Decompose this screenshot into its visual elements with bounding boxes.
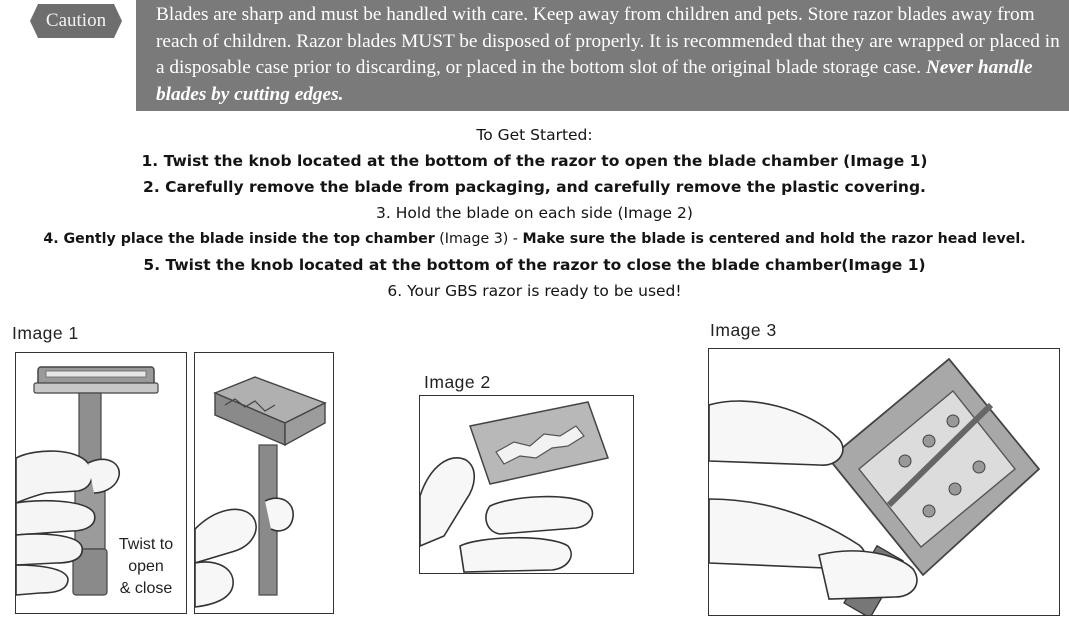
- step-4: [0, 226, 1069, 252]
- step-6: 6. Your GBS razor is ready to be used!: [387, 282, 682, 300]
- warning-emphasis: Never handle blades by cutting edges.: [156, 57, 1033, 105]
- image-1-label: Image 1: [12, 323, 79, 343]
- step-4-part-c: Make sure the blade is centered and hold the razor head level.: [522, 231, 1026, 247]
- instructions-heading: To Get Started:: [476, 126, 593, 144]
- twist-line-1: Twist to: [118, 536, 174, 553]
- image-1b-illustration: [194, 352, 334, 614]
- twist-line-2: open: [128, 558, 164, 575]
- caution-badge: [30, 4, 122, 38]
- image-2-illustration: [419, 395, 634, 574]
- image-2-label: Image 2: [424, 372, 491, 392]
- twist-instruction: [108, 534, 184, 600]
- warning-box: [136, 0, 1069, 111]
- twist-line-3: & close: [119, 580, 173, 597]
- instructions: [0, 122, 1069, 304]
- image-3-label: Image 3: [710, 320, 777, 340]
- step-4-part-a: 4. Gently place the blade inside the top chamber: [43, 231, 435, 247]
- razor-head-drawing: [195, 353, 333, 613]
- warning-body: Blades are sharp and must be handled with care. Keep away from children and pets. Store razor blades away from reach of children. Razor blades MUST be disposed of properly. It is recommended that they are wrapped or placed in a disposable case prior to discarding, or placed in the bottom slot of the original blade storage case.: [156, 4, 1060, 78]
- step-1: 1. Twist the knob located at the bottom of the razor to open the blade chamber (Image 1): [141, 152, 928, 170]
- caution-badge-label: Caution: [45, 10, 107, 31]
- blade-hold-drawing: [420, 396, 633, 573]
- step-4-part-b: (Image 3) -: [434, 231, 523, 247]
- blade-insert-drawing: [709, 349, 1059, 615]
- warning-text: [156, 2, 1061, 108]
- step-3: 3. Hold the blade on each side (Image 2): [376, 204, 693, 222]
- step-5: 5. Twist the knob located at the bottom of the razor to close the blade chamber(Image 1): [143, 256, 926, 274]
- image-3-illustration: [708, 348, 1060, 616]
- step-2: 2. Carefully remove the blade from packaging, and carefully remove the plastic covering.: [143, 178, 926, 196]
